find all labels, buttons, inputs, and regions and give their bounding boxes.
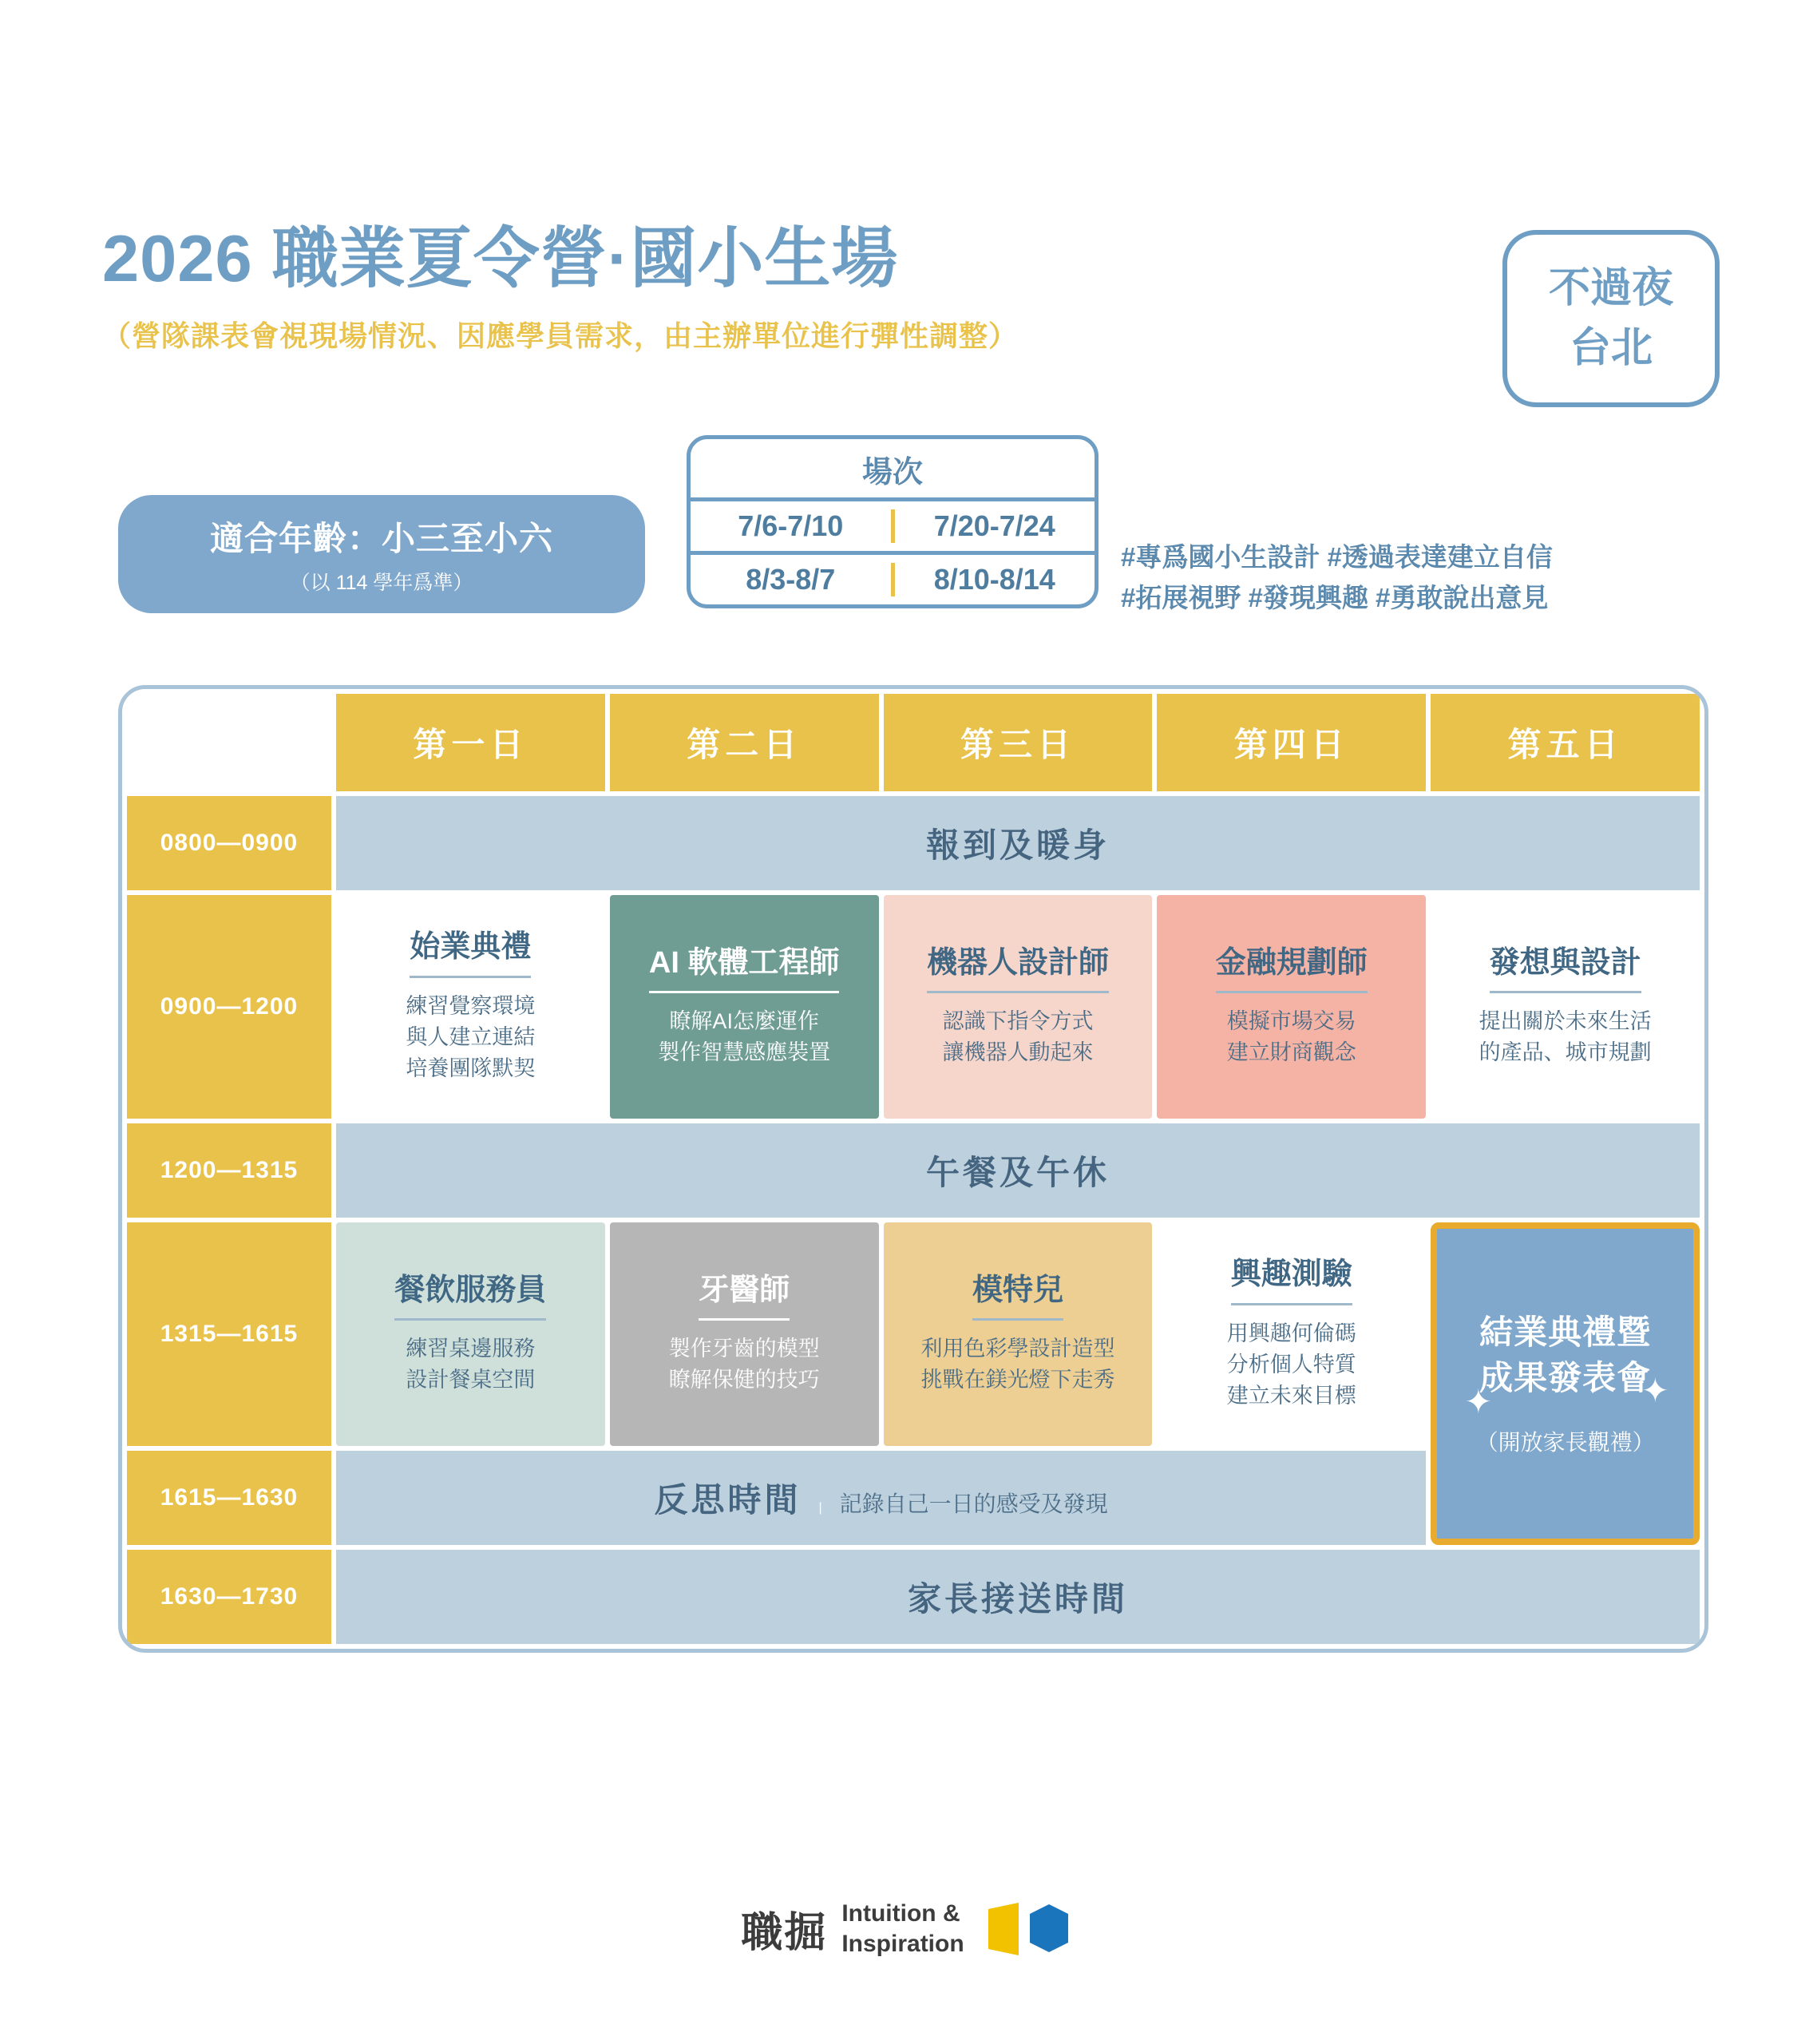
- session-date-1: 7/6-7/10: [738, 509, 844, 542]
- logo-mark-icon: [988, 1903, 1076, 1955]
- session-date-2: 7/20-7/24: [933, 509, 1055, 542]
- session-card-day1-morning: [336, 895, 605, 1119]
- hashtag-line-2: #拓展視野 #發現興趣 #勇敢說出意見: [1121, 583, 1549, 613]
- session-card-day3-morning: [884, 895, 1153, 1119]
- session-date-4: 8/10-8/14: [933, 563, 1055, 596]
- session-title: AI 軟體工程師: [649, 945, 840, 994]
- day-header-3: 第三日: [884, 694, 1153, 791]
- logo-english-line-1: Intuition &: [841, 1900, 960, 1927]
- time-label-0900-1200: 0900—1200: [127, 895, 331, 1119]
- sessions-box: [687, 435, 1099, 608]
- session-card-day3-afternoon: [884, 1222, 1153, 1446]
- sessions-row-1: [691, 497, 1095, 551]
- band-morning-checkin: 報到及暖身: [336, 796, 1700, 890]
- session-desc: 練習桌邊服務 設計餐桌空間: [406, 1337, 536, 1392]
- schedule-table: [118, 685, 1708, 1653]
- age-range-main: 適合年齡：小三至小六: [209, 520, 553, 557]
- sparkle-icon: ✦: [1641, 1372, 1669, 1409]
- sessions-title: 場次: [861, 456, 923, 489]
- table-row: [127, 895, 1700, 1119]
- age-range-pill: [118, 495, 645, 613]
- time-label-1630-1730: 1630—1730: [127, 1550, 331, 1644]
- band-reflection: [336, 1451, 1426, 1545]
- day-header-2: 第二日: [610, 694, 879, 791]
- session-title: 牙醫師: [699, 1273, 790, 1321]
- band-parent-pickup: 家長接送時間: [336, 1550, 1700, 1644]
- session-card-day2-morning: [610, 895, 879, 1119]
- table-row: [127, 1123, 1700, 1218]
- session-desc: 利用色彩學設計造型 挑戰在鎂光燈下走秀: [920, 1337, 1115, 1392]
- footer-logo: [0, 1899, 1817, 1959]
- session-desc: 製作牙齒的模型 瞭解保健的技巧: [668, 1337, 820, 1392]
- closing-ceremony-card: [1431, 1222, 1700, 1545]
- time-label-1315-1615: 1315—1615: [127, 1222, 331, 1446]
- hashtag-list: [1121, 537, 1728, 618]
- reflection-divider-icon: |: [818, 1501, 822, 1515]
- closing-ceremony-note: （開放家長觀禮）: [1475, 1429, 1655, 1455]
- sparkle-icon: ✦: [1464, 1383, 1493, 1420]
- table-header-row: [127, 694, 1700, 791]
- hashtag-line-1: #專爲國小生設計 #透過表達建立自信: [1121, 542, 1553, 572]
- session-title: 金融規劃師: [1216, 945, 1368, 994]
- session-title: 興趣測驗: [1231, 1257, 1352, 1305]
- session-card-day1-afternoon: [336, 1222, 605, 1446]
- session-desc: 提出關於未來生活 的產品、城市規劃: [1479, 1009, 1652, 1065]
- time-label-0800-0900: 0800—0900: [127, 796, 331, 890]
- session-desc: 認識下指令方式 讓機器人動起來: [942, 1009, 1094, 1065]
- badge-line-2: 台北: [1569, 325, 1653, 371]
- header: [102, 222, 1715, 355]
- table-row: [127, 1550, 1700, 1644]
- session-card-day4-morning: [1157, 895, 1426, 1119]
- session-desc: 練習覺察環境 與人建立連結 培養團隊默契: [406, 993, 536, 1080]
- session-date-3: 8/3-8/7: [746, 563, 836, 596]
- table-row: [127, 1222, 1700, 1446]
- session-card-day4-afternoon: [1157, 1222, 1426, 1446]
- age-range-note: （以 114 學年爲準）: [290, 572, 473, 594]
- session-title: 發想與設計: [1490, 945, 1641, 994]
- session-card-day2-afternoon: [610, 1222, 879, 1446]
- session-title: 餐飲服務員: [394, 1273, 546, 1321]
- page-title: 2026 職業夏令營·國小生場: [102, 221, 899, 295]
- sessions-row-2: [691, 551, 1095, 604]
- day-header-4: 第四日: [1157, 694, 1426, 791]
- session-title: 機器人設計師: [927, 945, 1109, 994]
- band-lunch-break: 午餐及午休: [336, 1123, 1700, 1218]
- reflection-desc: 記錄自己一日的感受及發現: [839, 1491, 1108, 1516]
- day-header-5: 第五日: [1431, 694, 1700, 791]
- page-subtitle: （營隊課表會視現場情況、因應學員需求，由主辦單位進行彈性調整）: [102, 319, 1019, 353]
- closing-ceremony-title: 結業典禮暨 成果發表會: [1479, 1313, 1652, 1396]
- session-desc: 用興趣何倫碼 分析個人特質 建立未來目標: [1226, 1321, 1356, 1408]
- table-corner-cell: [127, 694, 331, 791]
- logo-chinese-name: 職掘: [741, 1911, 828, 1956]
- table-row: [127, 796, 1700, 890]
- badge-line-1: 不過夜: [1548, 264, 1673, 311]
- day-header-1: 第一日: [336, 694, 605, 791]
- logo-shapes-icon: [988, 1903, 1076, 1955]
- session-desc: 瞭解AI怎麼運作 製作智慧感應裝置: [658, 1009, 831, 1065]
- session-title: 模特兒: [972, 1273, 1063, 1321]
- time-label-1200-1315: 1200—1315: [127, 1123, 331, 1218]
- session-title: 始業典禮: [410, 929, 531, 978]
- logo-english-line-2: Inspiration: [841, 1930, 964, 1957]
- badge-overnight-location: [1502, 230, 1720, 407]
- session-desc: 模擬市場交易 建立財商觀念: [1226, 1009, 1356, 1065]
- time-label-1615-1630: 1615—1630: [127, 1451, 331, 1545]
- session-card-day5-morning: [1431, 895, 1700, 1119]
- reflection-title: 反思時間: [654, 1481, 802, 1519]
- logo-english-name: [841, 1899, 964, 1959]
